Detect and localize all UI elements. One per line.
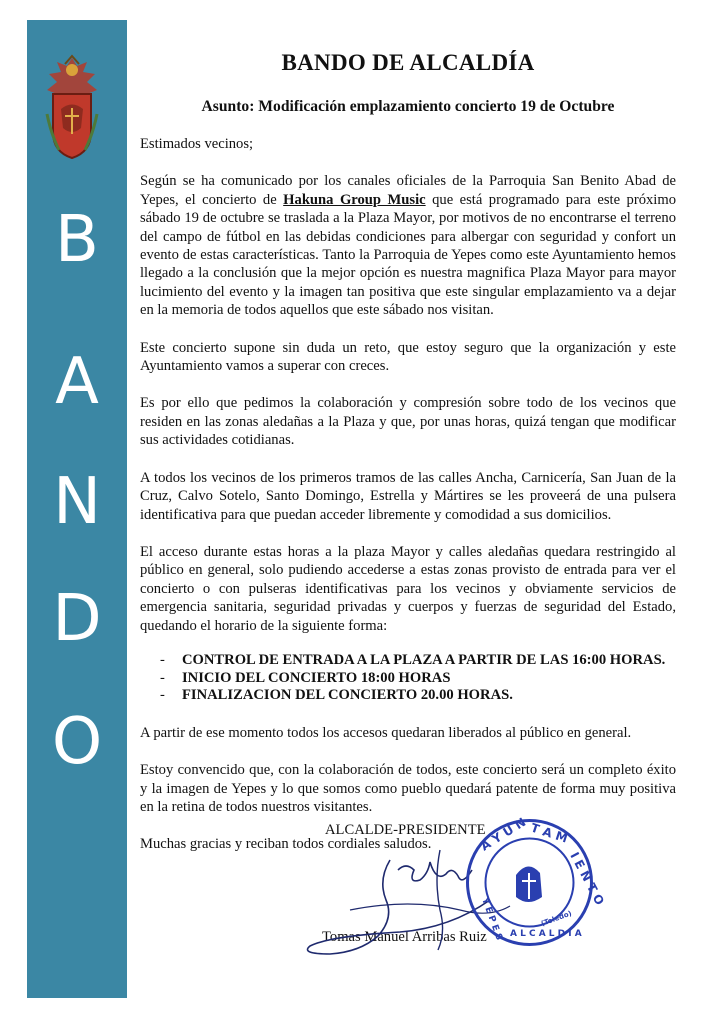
coat-of-arms-icon xyxy=(43,54,101,164)
paragraph-access: El acceso durante estas horas a la plaza Mayor y calles aledañas quedara restringido al público en general, solo pudiendo accederse a estas zonas provisto de entrada para ver el concierto o con pulseras identificativas para los vecinos y obviamente servicios de emergencia sanitaria, seguridad privadas y cuerpos y fuerzas de seguridad del Estado, quedando el horario de la siguiente forma: xyxy=(140,543,676,634)
paragraph-collaboration: Es por ello que pedimos la colaboración y compresión sobre todo de los vecinos que residen en las zonas aledañas a la Plaza y que, por unas horas, quizá tengan que modificar sus actividades cotidianas. xyxy=(140,395,676,449)
document-title: BANDO DE ALCALDÍA xyxy=(281,50,535,75)
bullet-dash: - xyxy=(160,669,165,686)
paragraph-conviction: Estoy convencido que, con la colaboración de todos, este concierto será un completo éxito y la imagen de Yepes y lo que somos como pueblo quedará patente de forma muy positiva en la retina de todos nuestros visitantes. xyxy=(140,762,676,815)
svg-text:T A M: T A M xyxy=(529,820,570,846)
announcement-text-end: que está programado para este próximo sábado 19 de octubre se traslada a la Plaza Mayor, por motivos de no encontrarse el terreno del campo de fútbol en las debidas condiciones para albergar con seguridad y confort un evento de estas características. Tanto la Parroquia de Yepes como este Ayuntamiento hemos llegado a la conclusión que la mejor opción es nuestra magnifica Plaza Mayor para mayor lucimiento del evento y la imagen tan positiva que este singular emplazamiento va a dejar en la memoria de todos aquellos que este sábado nos visitan. xyxy=(140,191,677,319)
svg-text:(Toledo): (Toledo) xyxy=(539,909,573,928)
schedule-item-text: FINALIZACION DEL CONCIERTO 20.00 HORAS. xyxy=(182,687,513,704)
paragraph-release: A partir de ese momento todos los accesos quedaran liberados al público en general. xyxy=(140,724,632,741)
paragraph-challenge: Este concierto supone sin duda un reto, que estoy seguro que la organización y este Ayuntamiento vamos a superar con creces. xyxy=(140,339,676,375)
banner-letter-o: O xyxy=(51,705,103,779)
banner-letter-b: B xyxy=(55,203,99,277)
announcement-text-start: Según se ha comunicado por los canales oficiales de la Parroquia San Benito Abad de Yepes, el concierto de xyxy=(140,173,676,208)
banner-letter-n: N xyxy=(53,465,101,539)
svg-text:A L C A L D Í A: A L C A L D Í A xyxy=(510,929,582,939)
svg-text:A Y U N: A Y U N xyxy=(478,815,529,854)
banner-letter-a: A xyxy=(55,345,99,419)
schedule-item xyxy=(160,687,676,705)
schedule-item xyxy=(160,652,676,670)
bullet-dash: - xyxy=(160,687,165,704)
signer-name: Tomas Manuel Arribas Ruiz xyxy=(322,929,487,945)
paragraph-closing: Muchas gracias y reciban todos cordiales saludos. xyxy=(140,836,432,853)
schedule-item-text: CONTROL DE ENTRADA A LA PLAZA A PARTIR DE LAS 16:00 HORAS. xyxy=(182,651,666,668)
signer-title: ALCALDE-PRESIDENTE xyxy=(325,822,486,838)
document-subject: Asunto: Modificación emplazamiento concierto 19 de Octubre xyxy=(201,98,615,115)
banner-letter-d: D xyxy=(52,582,102,656)
band-name: Hakuna Group Music xyxy=(283,191,426,208)
schedule-item-text: INICIO DEL CONCIERTO 18:00 HORAS xyxy=(182,669,451,686)
svg-text:I E N T O: I E N T O xyxy=(567,849,607,908)
bullet-dash: - xyxy=(160,651,165,668)
sidebar-banner xyxy=(27,20,127,998)
schedule-list xyxy=(140,652,676,705)
paragraph-announcement xyxy=(140,172,676,319)
greeting: Estimados vecinos; xyxy=(140,136,254,152)
svg-text:Y E P E S: Y E P E S xyxy=(479,896,504,942)
document-body xyxy=(140,50,676,854)
schedule-item xyxy=(160,670,676,688)
official-seal-stamp xyxy=(462,815,607,950)
paragraph-wristbands: A todos los vecinos de los primeros tramos de las calles Ancha, Carnicería, San Juan de la Cruz, Calvo Sotelo, Santo Domingo, Estrella y Mártires se les proveerá de una pulsera identificativa para que puedan acceder libremente y comodidad a sus domicilios. xyxy=(140,469,676,523)
